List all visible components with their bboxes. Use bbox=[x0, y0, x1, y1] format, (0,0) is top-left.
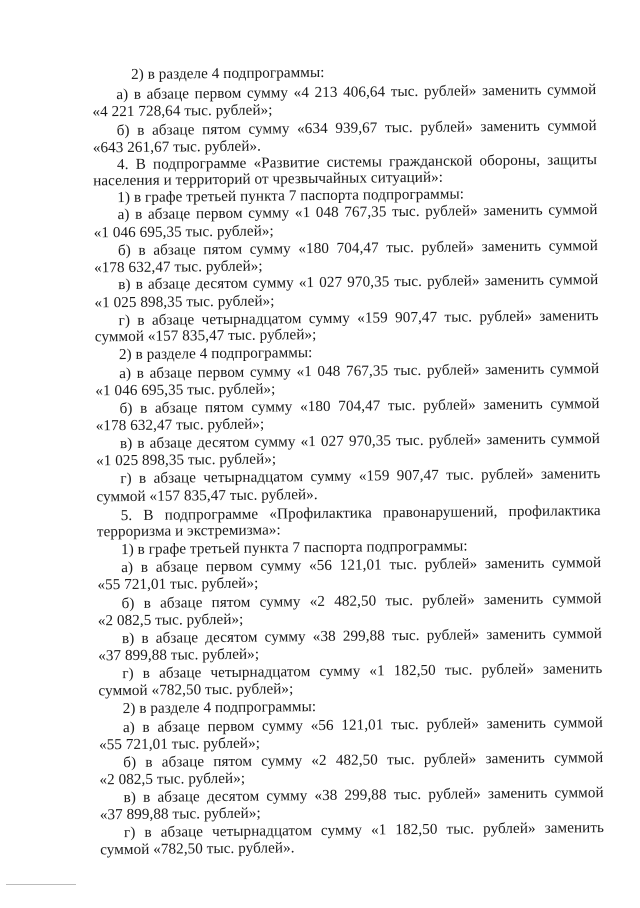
text-line: в) в абзаце десятом сумму «38 299,88 тыс. рублей» заменить суммой bbox=[121, 625, 603, 648]
text-line: суммой «782,50 тыс. рублей». bbox=[100, 839, 295, 859]
text-line: 5. В подпрограмме «Профилактика правонарушений, профилактика bbox=[120, 502, 601, 525]
text-line: 2) в разделе 4 подпрограммы: bbox=[130, 63, 325, 83]
text-line: «1 046 695,35 тыс. рублей»; bbox=[95, 380, 276, 400]
text-line: «178 632,47 тыс. рублей»; bbox=[95, 415, 265, 435]
text-line: а) в абзаце первом сумму «1 048 767,35 тыс. рублей» заменить суммой bbox=[119, 360, 600, 383]
text-line: а) в абзаце первом сумму «4 213 406,64 тыс. рублей» заменить суммой bbox=[116, 81, 597, 104]
text-line: «2 082,5 тыс. рублей»; bbox=[97, 610, 244, 630]
text-line: «37 899,88 тыс. рублей»; bbox=[98, 645, 260, 665]
text-line: г) в абзаце четырнадцатом сумму «159 907,47 тыс. рублей» заменить bbox=[118, 307, 599, 330]
text-line: «55 721,01 тыс. рублей»; bbox=[97, 574, 259, 594]
text-line: «37 899,88 тыс. рублей»; bbox=[99, 804, 261, 824]
text-line: «178 632,47 тыс. рублей»; bbox=[93, 257, 263, 277]
text-line: а) в абзаце первом сумму «56 121,01 тыс. рублей» заменить суммой bbox=[121, 554, 602, 577]
text-line: населения и территорий от чрезвычайных ситуаций»: bbox=[93, 168, 444, 190]
text-line: б) в абзаце пятом сумму «180 704,47 тыс. рублей» заменить суммой bbox=[117, 237, 598, 260]
text-line: суммой «782,50 тыс. рублей»; bbox=[98, 680, 294, 700]
text-line: «1 025 898,35 тыс. рублей»; bbox=[94, 292, 275, 312]
text-line: «2 082,5 тыс. рублей»; bbox=[99, 769, 246, 789]
text-line: г) в абзаце четырнадцатом сумму «159 907,47 тыс. рублей» заменить bbox=[120, 465, 601, 488]
text-line: «643 261,67 тыс. рублей». bbox=[92, 137, 262, 157]
text-line: в) в абзаце десятом сумму «1 027 970,35 тыс. рублей» заменить суммой bbox=[118, 271, 599, 294]
text-line: «1 046 695,35 тыс. рублей»; bbox=[93, 222, 274, 242]
text-line: 4. В подпрограмме «Развитие системы гражданской обороны, защиты bbox=[116, 151, 598, 174]
text-line: а) в абзаце первом сумму «56 121,01 тыс. рублей» заменить суммой bbox=[122, 714, 603, 737]
text-line: в) в абзаце десятом сумму «38 299,88 тыс. рублей» заменить суммой bbox=[123, 784, 604, 807]
text-line: б) в абзаце пятом сумму «2 482,50 тыс. рублей» заменить суммой bbox=[123, 749, 604, 772]
text-line: в) в абзаце десятом сумму «1 027 970,35 тыс. рублей» заменить суммой bbox=[119, 430, 600, 453]
text-line: г) в абзаце четырнадцатом сумму «1 182,50 тыс. рублей» заменить bbox=[122, 660, 603, 683]
text-line: суммой «157 835,47 тыс. рублей»; bbox=[94, 326, 317, 346]
text-line: а) в абзаце первом сумму «1 048 767,35 тыс. рублей» заменить суммой bbox=[117, 201, 598, 224]
text-line: «4 221 728,64 тыс. рублей»; bbox=[92, 101, 273, 121]
text-line: б) в абзаце пятом сумму «180 704,47 тыс. рублей» заменить суммой bbox=[119, 395, 600, 418]
text-line: 1) в графе третьей пункта 7 паспорта подпрограммы: bbox=[117, 185, 465, 207]
text-line: «55 721,01 тыс. рублей»; bbox=[98, 734, 261, 754]
text-line: б) в абзаце пятом сумму «2 482,50 тыс. рублей» заменить суммой bbox=[121, 590, 602, 613]
text-line: суммой «157 835,47 тыс. рублей». bbox=[96, 486, 318, 506]
text-line: «1 025 898,35 тыс. рублей»; bbox=[96, 450, 277, 470]
text-line: 2) в разделе 4 подпрограммы: bbox=[118, 344, 313, 364]
text-line: 1) в графе третьей пункта 7 паспорта подпрограммы: bbox=[120, 537, 468, 559]
text-line: терроризма и экстремизма»: bbox=[96, 521, 281, 541]
text-line: 2) в разделе 4 подпрограммы: bbox=[122, 698, 317, 718]
text-line: б) в абзаце пятом сумму «634 939,67 тыс. рублей» заменить суммой bbox=[116, 117, 597, 140]
scan-edge-mark bbox=[6, 884, 76, 885]
text-line: г) в абзаце четырнадцатом сумму «1 182,50 тыс. рублей» заменить bbox=[123, 819, 605, 842]
